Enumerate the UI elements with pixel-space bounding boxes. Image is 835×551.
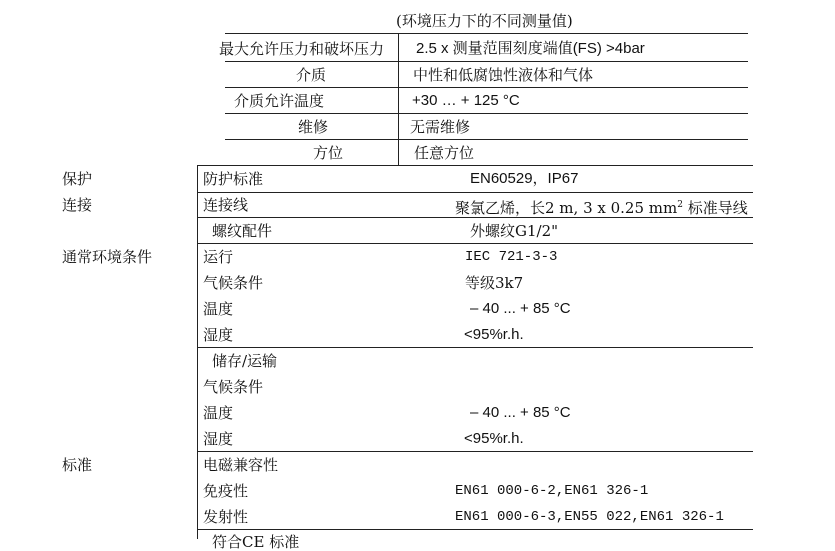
- operation-climate-label: 气候条件: [203, 274, 264, 292]
- storage-temperature-value: – 40 ... + 85 °C: [470, 404, 571, 421]
- protection-category: 保护: [62, 170, 93, 188]
- connection-category: 连接: [62, 196, 93, 214]
- environment-category: 通常环境条件: [62, 248, 153, 266]
- storage-transport-label: 储存/运输: [212, 352, 278, 370]
- storage-climate-label: 气候条件: [203, 378, 264, 396]
- ce-conformity-label: 符合CE 标准: [212, 533, 300, 551]
- cable-value-superscript: 2: [677, 200, 683, 210]
- storage-humidity-value: <95%r.h.: [464, 430, 524, 447]
- operation-humidity-label: 湿度: [203, 326, 234, 344]
- medium-temperature-value: +30 … + 125 °C: [412, 92, 520, 109]
- operation-climate-value: 等级3k7: [465, 274, 524, 292]
- thread-bottom-border: [197, 243, 753, 244]
- storage-temperature-label: 温度: [203, 404, 234, 422]
- operation-value: IEC 721-3-3: [465, 249, 558, 265]
- thread-fitting-value: 外螺纹G1/2": [470, 222, 559, 240]
- orientation-label: 方位: [313, 144, 344, 162]
- protection-bottom-border: [197, 192, 753, 193]
- emission-bottom-border: [197, 529, 753, 530]
- emission-value: EN61 000-6-3,EN55 022,EN61 326-1: [455, 509, 724, 525]
- cable-label: 连接线: [203, 196, 249, 214]
- medium-temperature-label: 介质允许温度: [234, 92, 325, 110]
- cable-value: [455, 196, 748, 217]
- operation-label: 运行: [203, 248, 234, 266]
- protection-standard-value: EN60529，IP67: [470, 170, 579, 187]
- protection-standard-label: 防护标准: [203, 170, 264, 188]
- cable-value-suffix: 标准导线: [682, 199, 748, 217]
- operation-temperature-value: – 40 ... + 85 °C: [470, 300, 571, 317]
- operation-humidity-value: <95%r.h.: [464, 326, 524, 343]
- orientation-value: 任意方位: [414, 144, 475, 162]
- immunity-label: 免疫性: [203, 482, 249, 500]
- emission-label: 发射性: [203, 508, 249, 526]
- emc-label: 电磁兼容性: [203, 456, 279, 474]
- top-header-underline: [225, 33, 748, 34]
- standards-category: 标准: [62, 456, 93, 474]
- top-section-column-divider: [398, 34, 399, 165]
- max-pressure-label: 最大允许压力和破坏压力: [219, 40, 385, 58]
- storage-humidity-label: 湿度: [203, 430, 234, 448]
- row-divider-max-pressure: [225, 61, 748, 62]
- maintenance-value: 无需维修: [410, 118, 471, 136]
- medium-value: 中性和低腐蚀性液体和气体: [413, 66, 594, 84]
- immunity-value: EN61 000-6-2,EN61 326-1: [455, 483, 649, 499]
- top-section-header: (环境压力下的不同测量值): [396, 12, 573, 30]
- maintenance-label: 维修: [298, 118, 329, 136]
- operation-temperature-label: 温度: [203, 300, 234, 318]
- top-section-bottom-border: [197, 165, 753, 166]
- medium-label: 介质: [296, 66, 327, 84]
- cable-value-main: 聚氯乙烯，长2 m, 3 x 0.25 mm: [455, 199, 678, 217]
- storage-bottom-border: [197, 451, 753, 452]
- category-column-divider: [197, 165, 198, 539]
- row-divider-medium-temperature: [225, 113, 748, 114]
- thread-fitting-label: 螺纹配件: [212, 222, 273, 240]
- operation-bottom-border: [197, 347, 753, 348]
- max-pressure-value: 2.5 x 测量范围刻度端值(FS) >4bar: [416, 40, 645, 57]
- row-divider-medium: [225, 87, 748, 88]
- row-divider-maintenance: [225, 139, 748, 140]
- cable-bottom-border: [197, 217, 753, 218]
